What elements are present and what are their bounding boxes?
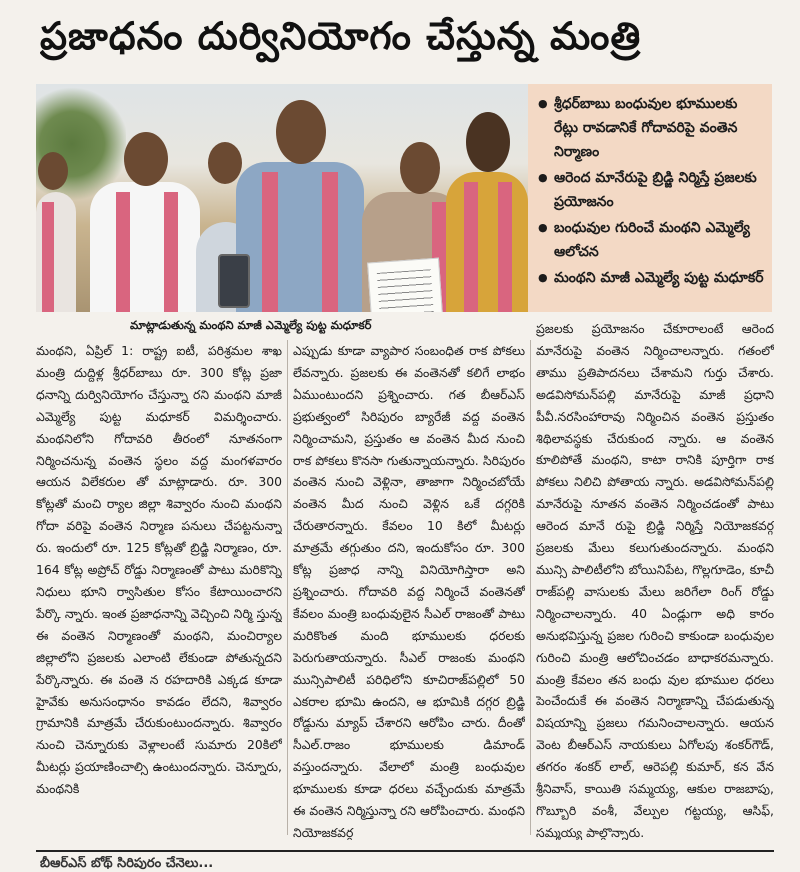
person-left bbox=[36, 142, 76, 312]
mobile-phone bbox=[218, 254, 250, 308]
column-divider bbox=[530, 340, 531, 835]
next-article-teaser: బీఆర్ఎస్ బోథ్ సిరిపురం చేనెలు... bbox=[40, 856, 214, 871]
highlight-item: ● బంధువుల గురించే మంథని ఎమ్మెల్యే ఆలోచన bbox=[538, 216, 764, 264]
bottom-divider bbox=[36, 850, 774, 852]
photo-caption: మాట్లాడుతున్న మంథని మాజీ ఎమ్మెల్యే పుట్ట మధూకర్ bbox=[130, 318, 372, 332]
person-2 bbox=[90, 132, 200, 312]
article-column-3: ప్రజలకు ప్రయోజనం చేకూరాలంటే ఆరెంద మానేరుపై వంతెన నిర్మించాలన్నారు. గతంలో తాము ప్రతిపాదనలు చేశామని గుర్తు చేశారు. అడవిసోమన్‌పల్లి మానేరుపై మాజీ ప్రధాని పీవీ.నరసింహారావు నిర్మించిన వంతెన ప్రస్తుతం శిథిలావస్థకు చేరుకుంద న్నారు. ఆ వంతెన కూలిపోతే మంథని, కాటా రానికి పూర్తిగా రాక పోకలు నిలిచి పోతాయ న్నారు. అడవిసోమన్‌పల్లి మానేరుపై నూతన వంతెన నిర్మించడంతో పాటు ఆరెంద మానే రుపై బ్రిడ్జి నిర్మిస్తే నియోజకవర్గ ప్రజలకు మేలు కలుగుతుందన్నారు. మంథని మున్సి పాలిటీలోని బోయినిపేట, గొల్లగూడెం, కూచీ రాజ్‌పల్లి వాసులకు మేలు జరిగేలా రింగ్ రోడ్డు నిర్మించాలన్నారు. 40 ఏండ్లుగా అధి కారం అనుభవిస్తున్న ప్రజల గురించి కాకుండా బంధువుల గురించి మంత్రి ఆలోచించడం బాధాకరమన్నారు. మంత్రి కేవలం తన బంధు వుల భూముల ధరలు పెంచేందుకే ఈ వంతెన నిర్మాణాన్ని చేపడుతున్న విషయాన్ని ప్రజలు గమనించాలన్నారు. ఆయన వెంట బీఆర్ఎస్ నాయకులు ఏగోలపు శంకర్‌గౌడ్, తగరం శంకర్ లాల్, ఆరెపల్లి కుమార్, కన వేన శ్రీనివాస్, కాయితి సమ్మయ్య, ఆకుల రాజబాపు, గొబ్బూరి వంశీ, వేల్పుల గట్టయ్య, ఆసిఫ్, సమ్మయ్య పాల్గొన్నారు. bbox=[536, 321, 774, 840]
highlight-item: ● మంథని మాజీ ఎమ్మెల్యే పుట్ట మధూకర్ bbox=[538, 266, 764, 290]
column-divider bbox=[287, 340, 288, 835]
news-photo bbox=[36, 84, 528, 312]
article-column-1: మంథని, ఏప్రిల్ 1: రాష్ట్ర ఐటీ, పరిశ్రమల శాఖ మంత్రి దుద్దిళ్ల శ్రీధర్‌బాబు రూ. 300 కోట్ల ప్రజా ధనాన్ని దుర్వినియోగం చేస్తున్నా రని మంథని మాజీ ఎమ్మెల్యే పుట్ట మధూకర్ విమర్శించారు. మంథనిలోని గోదావరి తీరంలో నూతనంగా నిర్మించనున్న వంతెన స్థలం వద్ద మంగళవారం ఆయన విలేకరుల తో మాట్లాడారు. రూ. 300 కోట్లతో మంచి ర్యాల జిల్లా శివ్వారం నుంచి మంథని గోదా వరిపై వంతెన నిర్మాణ పనులు చేపట్టనున్నా రు. ఇందులో రూ. 125 కోట్లతో బ్రిడ్జి నిర్మాణం, రూ. 164 కోట్ల అప్రోచ్ రోడ్డు నిర్మాణంతో పాటు మరికొన్ని నిధులు భూని ర్వాసితుల కోసం కేటాయించారని పేర్కొ న్నారు. ఇంత ప్రజాధనాన్ని వెచ్చించి నిర్మి స్తున్న ఈ వంతెన నిర్మాణంతో మంథని, మంచిర్యాల జిల్లాలోని ప్రజలకు ఎలాంటి లేకుండా పోతున్నదని పేర్కొన్నారు. ఈ వంతె న రహదారికి ఎక్కడ కూడా హైవేకు అనుసంధానం కావడం లేదని, శివ్వారం గ్రామానికి మాత్రమే చేరుకుంటుందన్నారు. శివ్వారం నుంచి చెన్నూరుకు వెళ్లాలంటే సుమారు 20కిలో మీటర్లు ప్రయాణించాల్సి ఉంటుందన్నారు. చెన్నూరు, మంథనికి bbox=[36, 343, 282, 797]
person-center bbox=[236, 100, 364, 312]
highlight-item: ● శ్రీధర్‌బాబు బంధువుల భూములకు రేట్లు రావడానికే గోదావరిపై వంతెన నిర్మాణం bbox=[538, 92, 764, 164]
highlights-box bbox=[528, 84, 772, 312]
document-paper bbox=[367, 258, 445, 312]
person-right bbox=[446, 112, 528, 312]
highlight-item: ● ఆరెంద మానేరుపై బ్రిడ్జి నిర్మిస్తే ప్రజలకు ప్రయోజనం bbox=[538, 166, 764, 214]
article-column-2: ఎప్పుడు కూడా వ్యాపార సంబంధిత రాక పోకలు లేవన్నారు. ప్రజలకు ఈ వంతెనతో కలిగే లాభం ఏముంటుందని ప్రశ్నించారు. గత బీఆర్ఎస్ ప్రభుత్వంలో సిరిపురం బ్యారేజీ వద్ద వంతెన నిర్మించామని, ప్రస్తుతం ఆ వంతెన మీద నుంచి రాక పోకలు కొనసా గుతున్నాయన్నారు. సిరిపురం వంతెన నుంచి వెళ్లినా, తాజాగా నిర్మించబోయే వంతెన మీద నుంచి వెళ్లిన ఒకే దగ్గరికి చేరుతారన్నారు. కేవలం 10 కిలో మీటర్లు మాత్రమే తగ్గుతుం దని, ఇందుకోసం రూ. 300 కోట్ల ప్రజాధ నాన్ని వినియోగిస్తారా అని ప్రశ్నించారు. గోదావరి వద్ద నిర్మించే వంతెనతో కేవలం మంత్రి బంధువులైన సీఎల్ రాజంతో పాటు మరికొంత మంది భూములకు ధరలకు పెరుగుతాయన్నారు. సీఎల్ రాజంకు మంథని మున్సిపాలిటీ పరిధిలోని కూచిరాజ్‌పల్లిలో 50 ఎకరాల భూమి ఉందని, ఆ భూమికి దగ్గర బ్రిడ్జి రోడ్డును మ్యాప్ చేశారని ఆరోపిం చారు. దీంతో సీఎల్.రాజం భూములకు డిమాండ్ వస్తుందన్నారు. వేలాలో మంత్రి బంధువుల భూములకు కూడా ధరలు వచ్చేందుకు మాత్రమే ఈ వంతెన నిర్మిస్తున్నా రని ఆరోపించారు. మంథని నియోజకవర్గ bbox=[293, 343, 525, 840]
article-headline: ప్రజాధనం దుర్వినియోగం చేస్తున్న మంత్రి bbox=[40, 14, 642, 58]
